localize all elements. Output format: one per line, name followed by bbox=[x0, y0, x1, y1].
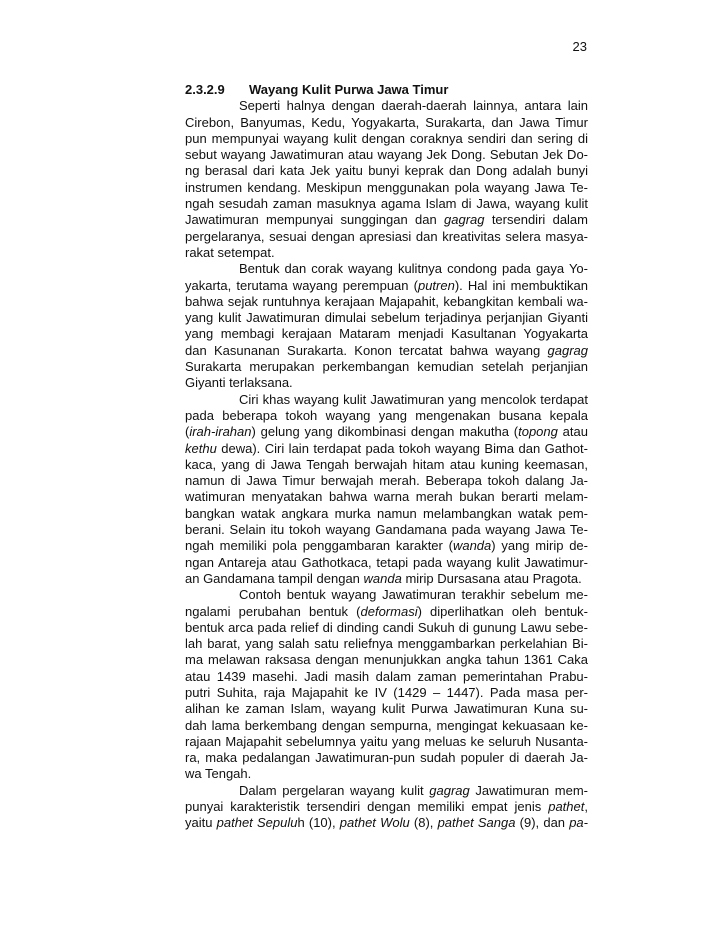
text-line bbox=[185, 555, 588, 571]
text-line bbox=[185, 718, 588, 734]
text-segment: bahwa sejak runtuhnya kerajaan Majapahit, kebangkitan kembali wa- bbox=[185, 293, 588, 309]
text-line bbox=[185, 457, 588, 473]
text-segment: h (10), bbox=[297, 815, 340, 831]
text-segment: yakarta, terutama wayang perempuan ( bbox=[185, 277, 418, 293]
text-line bbox=[185, 343, 588, 359]
text-segment: ) gelung yang dikombinasi dengan makutha ( bbox=[251, 424, 519, 440]
text-segment: (9), dan bbox=[515, 815, 570, 831]
text-line bbox=[185, 180, 588, 196]
text-segment: an Gandamana tampil dengan bbox=[185, 570, 364, 586]
text-segment: Seperti halnya dengan daerah-daerah lainnya, antara lain bbox=[239, 98, 588, 114]
text-line bbox=[185, 734, 588, 750]
text-line bbox=[185, 441, 588, 457]
text-segment: ( bbox=[185, 424, 190, 440]
text-segment: putri Suhita, raja Majapahit ke IV (1429 – 1447). Pada masa per- bbox=[185, 684, 588, 700]
italic-term: pa- bbox=[569, 815, 588, 831]
text-line bbox=[185, 571, 588, 587]
text-segment: ngah memiliki pola penggambaran karakter ( bbox=[185, 538, 453, 554]
text-segment: bentuk arca pada relief di dinding candi Sukuh di gunung Lawu sebe- bbox=[185, 619, 588, 635]
text-line bbox=[185, 669, 588, 685]
section-heading bbox=[185, 82, 588, 98]
italic-term: wanda bbox=[363, 570, 402, 586]
text-segment: punyai karakteristik tersendiri dengan memiliki empat jenis bbox=[185, 799, 549, 815]
text-line bbox=[185, 196, 588, 212]
text-line bbox=[185, 473, 588, 489]
text-line bbox=[185, 489, 588, 505]
text-segment: namun di Jawa Timur berwajah merah. Beberapa tokoh dalang Ja- bbox=[185, 473, 588, 489]
text-segment: Contoh bentuk wayang Jawatimuran terakhir sebelum me- bbox=[239, 587, 588, 603]
text-line bbox=[185, 261, 588, 277]
italic-term: pathet Sepulu bbox=[216, 815, 298, 831]
text-line bbox=[185, 392, 588, 408]
text-segment: ngah sesudah zaman masuknya agama Islam di Jawa, wayang kulit bbox=[185, 196, 588, 212]
text-segment: sebut wayang Jawatimuran atau wayang Jek Dong. Sebutan Jek Do- bbox=[185, 147, 588, 163]
text-segment: ngalami perubahan bentuk ( bbox=[185, 603, 361, 619]
text-segment: ngan Antareja atau Gathotkaca, tetapi pada wayang kulit Jawatimur- bbox=[185, 554, 588, 570]
text-line bbox=[185, 604, 588, 620]
text-segment: lah barat, yang salah satu reliefnya menggambarkan perkelahian Bi- bbox=[185, 636, 588, 652]
italic-term: gagrag bbox=[429, 782, 470, 798]
text-segment: pada beberapa tokoh wayang yang mengenakan busana kepala bbox=[185, 407, 588, 423]
text-segment: pun mempunyai wayang kulit dengan coraknya sendiri dan sering di bbox=[185, 130, 588, 146]
italic-term: pathet Sanga bbox=[437, 815, 516, 831]
text-segment: bangkan watak angkara murka namun melambangkan watak pem- bbox=[185, 505, 588, 521]
italic-term: kethu bbox=[185, 440, 217, 456]
text-segment: Ciri khas wayang kulit Jawatimuran yang mencolok terdapat bbox=[239, 391, 588, 407]
text-line bbox=[185, 212, 588, 228]
text-line bbox=[185, 783, 588, 799]
text-line bbox=[185, 701, 588, 717]
text-segment: Giyanti terlaksana. bbox=[185, 375, 293, 391]
page-number: 23 bbox=[572, 39, 587, 54]
text-segment: mirip Dursasana atau Pragota. bbox=[401, 570, 582, 586]
text-line bbox=[185, 115, 588, 131]
text-line bbox=[185, 522, 588, 538]
text-line bbox=[185, 359, 588, 375]
italic-term: gagrag bbox=[547, 342, 588, 358]
text-segment: Cirebon, Banyumas, Kedu, Yogyakarta, Surakarta, dan Jawa Timur bbox=[185, 114, 588, 130]
text-segment: yaitu bbox=[185, 815, 217, 831]
text-segment: ra, maka pedalangan Jawatimuran-pun sudah populer di daerah Ja- bbox=[185, 750, 588, 766]
text-segment: pergelaranya, sesuai dengan apresiasi dan kreativitas selera masya- bbox=[185, 228, 588, 244]
text-line bbox=[185, 375, 588, 391]
text-segment: , bbox=[584, 799, 588, 815]
text-line bbox=[185, 229, 588, 245]
italic-term: gagrag bbox=[444, 212, 485, 228]
text-line bbox=[185, 766, 588, 782]
text-segment: rajaan Majapahit sebelumnya yaitu yang meluas ke seluruh Nusanta- bbox=[185, 733, 588, 749]
text-line bbox=[185, 652, 588, 668]
text-line bbox=[185, 147, 588, 163]
text-segment: Bentuk dan corak wayang kulitnya condong pada gaya Yo- bbox=[239, 261, 588, 277]
text-line bbox=[185, 245, 588, 261]
text-line bbox=[185, 636, 588, 652]
text-line bbox=[185, 799, 588, 815]
text-line bbox=[185, 750, 588, 766]
italic-term: topong bbox=[518, 424, 558, 440]
text-line bbox=[185, 131, 588, 147]
italic-term: putren bbox=[417, 277, 455, 293]
italic-term: irah-irahan bbox=[189, 424, 252, 440]
text-segment: tersendiri dalam bbox=[484, 212, 588, 228]
text-segment: wa Tengah. bbox=[185, 766, 252, 782]
text-segment: kaca, yang di Jawa Tengah berwajah hitam atau kuning keemasan, bbox=[185, 456, 588, 472]
text-segment: atau bbox=[557, 424, 588, 440]
text-segment: yang membagi kerajaan Mataram menjadi Kasultanan Yogyakarta bbox=[185, 326, 588, 342]
section-number: 2.3.2.9 bbox=[185, 82, 225, 97]
text-segment: ). Hal ini membuktikan bbox=[454, 277, 588, 293]
text-segment: yang kulit Jawatimuran dimulai sebelum terjadinya perjanjian Giyanti bbox=[185, 310, 588, 326]
text-line bbox=[185, 278, 588, 294]
text-line bbox=[185, 310, 588, 326]
text-segment: ) diperlihatkan oleh bentuk- bbox=[417, 603, 588, 619]
text-segment: alihan ke zaman Islam, wayang kulit Purwa Jawatimuran Kuna su- bbox=[185, 701, 588, 717]
text-segment: instrumen kendang. Meskipun menggunakan pola wayang Jawa Te- bbox=[185, 179, 588, 195]
text-segment: dan Kasunanan Surakarta. Konon tercatat bahwa wayang bbox=[185, 342, 548, 358]
body-text bbox=[185, 82, 588, 832]
text-segment: (8), bbox=[409, 815, 438, 831]
text-line bbox=[185, 326, 588, 342]
text-segment: dah lama berkembang dengan sempurna, mengingat kekuasaan ke- bbox=[185, 717, 588, 733]
text-segment: berani. Selain itu tokoh wayang Gandamana pada wayang Jawa Te- bbox=[185, 522, 588, 538]
text-segment: atau 1439 masehi. Jadi masih dalam zaman pemerintahan Prabu- bbox=[185, 668, 588, 684]
italic-term: deformasi bbox=[360, 603, 418, 619]
text-line bbox=[185, 506, 588, 522]
text-segment: ng berasal dari kata Jek yaitu bunyi keprak dan Dong adalah bunyi bbox=[185, 163, 588, 179]
section-title: Wayang Kulit Purwa Jawa Timur bbox=[249, 82, 449, 97]
text-line bbox=[185, 424, 588, 440]
text-segment: ) yang mirip de- bbox=[491, 538, 588, 554]
text-line bbox=[185, 685, 588, 701]
text-line bbox=[185, 815, 588, 831]
text-line bbox=[185, 538, 588, 554]
text-line bbox=[185, 408, 588, 424]
text-segment: Jawatimuran mempunyai sunggingan dan bbox=[185, 212, 445, 228]
text-line bbox=[185, 587, 588, 603]
text-segment: rakat setempat. bbox=[185, 244, 275, 260]
italic-term: pathet bbox=[548, 799, 585, 815]
text-segment: watimuran menyatakan bahwa warna merah bukan berarti melam- bbox=[185, 489, 588, 505]
text-segment: Surakarta merupakan perkembangan kemudian setelah perjanjian bbox=[185, 359, 588, 375]
italic-term: wanda bbox=[452, 538, 492, 554]
italic-term: pathet Wolu bbox=[339, 815, 410, 831]
text-line bbox=[185, 620, 588, 636]
text-line bbox=[185, 294, 588, 310]
text-segment: Jawatimuran mem- bbox=[469, 782, 588, 798]
text-line bbox=[185, 98, 588, 114]
text-segment: ma melawan raksasa dengan menunjukkan angka tahun 1361 Caka bbox=[185, 652, 588, 668]
text-segment: dewa). Ciri lain terdapat pada tokoh wayang Bima dan Gathot- bbox=[216, 440, 588, 456]
text-segment: Dalam pergelaran wayang kulit bbox=[239, 782, 430, 798]
text-line bbox=[185, 163, 588, 179]
